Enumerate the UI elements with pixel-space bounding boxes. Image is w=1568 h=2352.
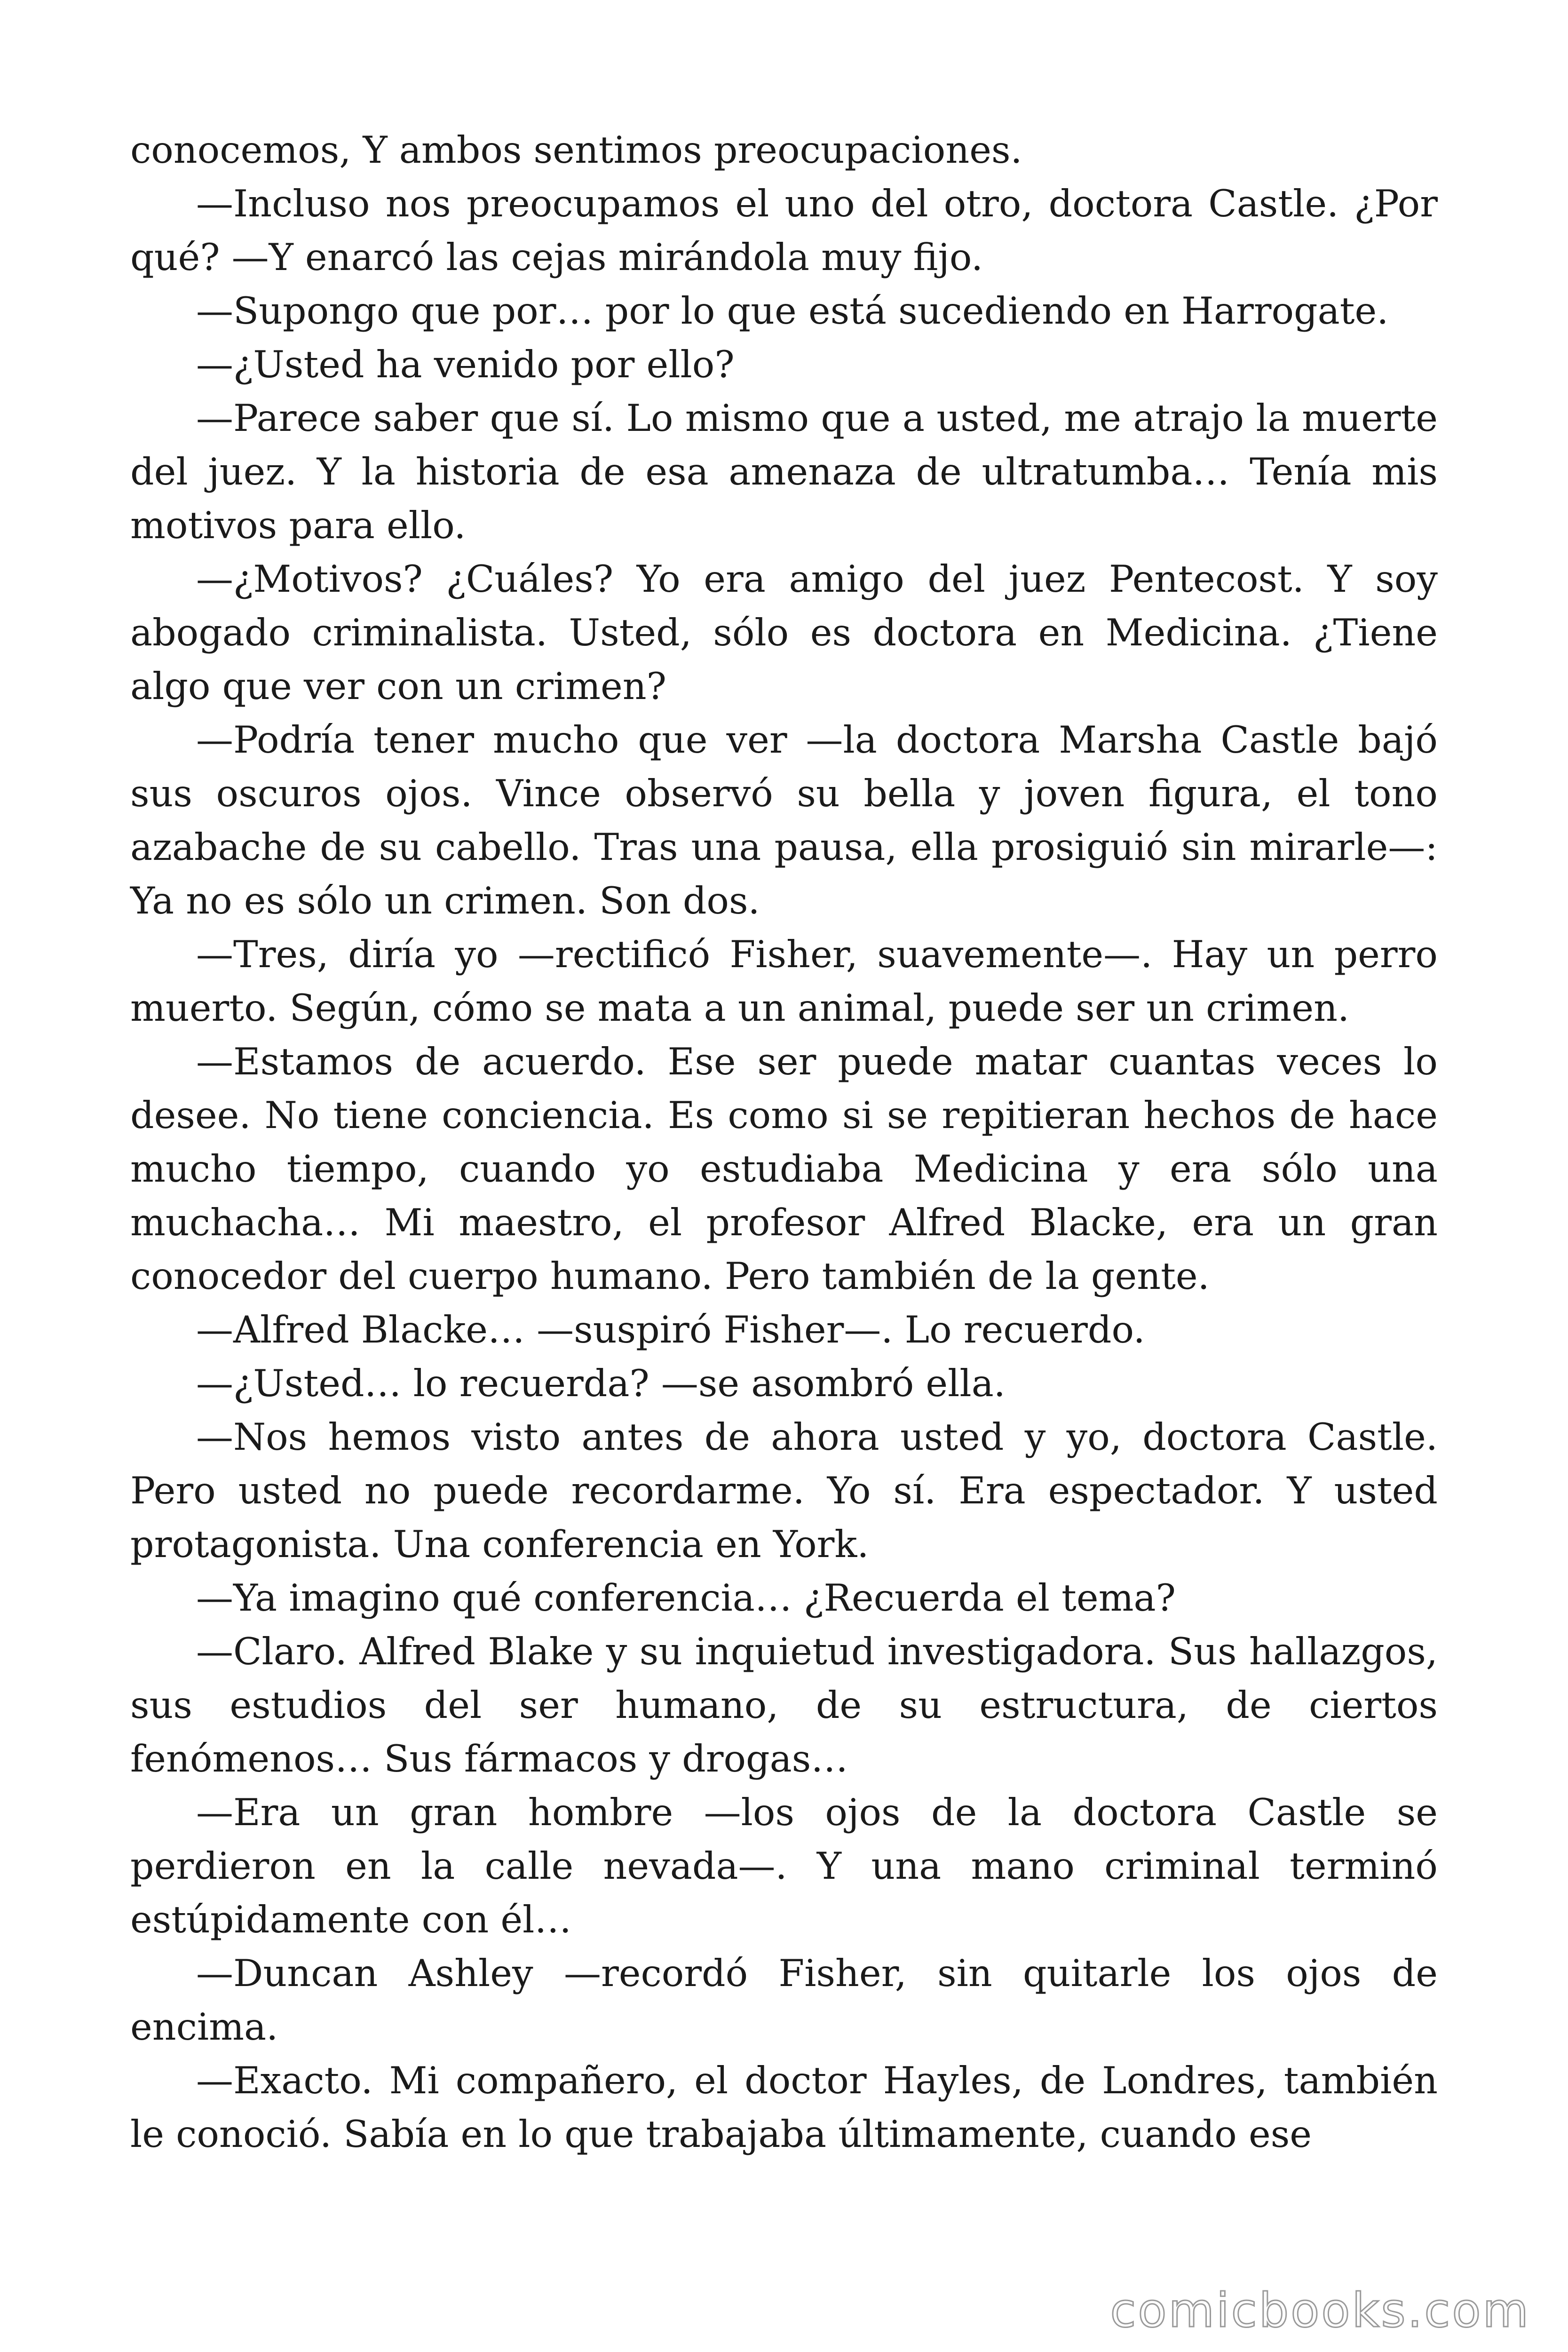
paragraph-7: —Podría tener mucho que ver —la doctora Marsha Castle bajó sus oscuros ojos. Vince observó su bella y joven figura, el tono azabache de su cabello. Tras una pausa, ella prosiguió sin mirarle—: Ya no es sólo un crimen. Son dos. [130,718,1438,922]
paragraph-12: —Nos hemos visto antes de ahora usted y yo, doctora Castle. Pero usted no puede recordarme. Yo sí. Era espectador. Y usted protagonista. Una conferencia en York. [130,1415,1438,1566]
paragraph-14: —Claro. Alfred Blake y su inquietud investigadora. Sus hallazgos, sus estudios del ser humano, de su estructura, de ciertos fenómenos… Sus fármacos y drogas… [130,1630,1438,1780]
paragraph-6: —¿Motivos? ¿Cuáles? Yo era amigo del juez Pentecost. Y soy abogado criminalista. Usted, sólo es doctora en Medicina. ¿Tiene algo que ver con un crimen? [130,557,1438,708]
paragraph-5: —Parece saber que sí. Lo mismo que a usted, me atrajo la muerte del juez. Y la historia de esa amenaza de ultratumba… Tenía mis motivos para ello. [130,397,1438,547]
watermark: comicbooks.com [1110,2283,1530,2338]
paragraph-10: —Alfred Blacke… —suspiró Fisher—. Lo recuerdo. [196,1308,1145,1351]
paragraph-1: conocemos, Y ambos sentimos preocupaciones. [130,128,1022,172]
paragraph-17: —Exacto. Mi compañero, el doctor Hayles, de Londres, también le conoció. Sabía en lo que trabajaba últimamente, cuando ese [130,2059,1438,2156]
paragraph-8: —Tres, diría yo —rectificó Fisher, suavemente—. Hay un perro muerto. Según, cómo se mata a un animal, puede ser un crimen. [130,933,1438,1030]
book-page-text [130,123,1438,2240]
paragraph-16: —Duncan Ashley —recordó Fisher, sin quitarle los ojos de encima. [130,1952,1438,2049]
paragraph-11: —¿Usted… lo recuerda? —se asombró ella. [196,1362,1006,1405]
paragraph-3: —Supongo que por… por lo que está sucediendo en Harrogate. [196,289,1389,333]
paragraph-13: —Ya imagino qué conferencia… ¿Recuerda el tema? [196,1576,1176,1620]
paragraph-15: —Era un gran hombre —los ojos de la doctora Castle se perdieron en la calle nevada—. Y una mano criminal terminó estúpidamente con él… [130,1791,1438,1941]
paragraph-4: —¿Usted ha venido por ello? [196,343,735,386]
paragraph-9: —Estamos de acuerdo. Ese ser puede matar cuantas veces lo desee. No tiene conciencia. Es como si se repitieran hechos de hace mucho tiempo, cuando yo estudiaba Medicina y era sólo una muchacha… Mi maestro, el profesor Alfred Blacke, era un gran conocedor del cuerpo humano. Pero también de la gente. [130,1040,1438,1298]
paragraph-2: —Incluso nos preocupamos el uno del otro, doctora Castle. ¿Por qué? —Y enarcó las cejas mirándola muy fijo. [130,182,1438,279]
